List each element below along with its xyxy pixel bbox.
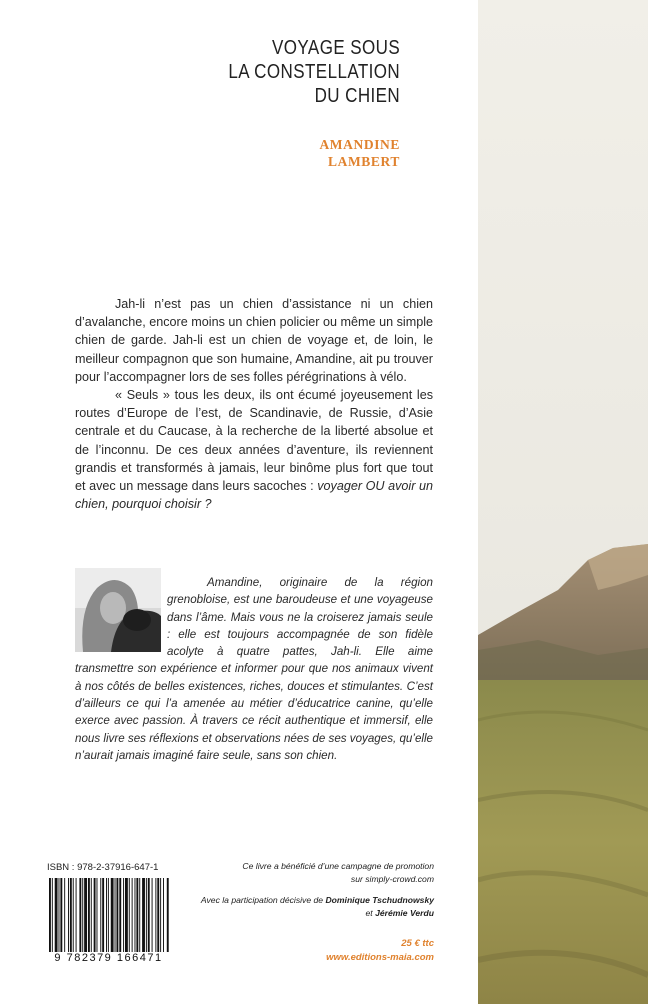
publisher-website[interactable]: www.editions-maia.com	[326, 952, 434, 963]
blurb	[75, 295, 433, 513]
barcode-bar	[91, 878, 92, 952]
title-line-2: LA CONSTELLATION	[228, 61, 400, 83]
title-line-3: DU CHIEN	[314, 85, 400, 107]
blurb-paragraph-2-text: « Seuls » tous les deux, ils ont écumé joyeusement les routes d’Europe de l’est, de Scandinavie, de Russie, d’Asie centrale et du Caucase, à la recherche de la liberté absolue et de l’inconnu. De ces deux années d’aventure, ils reviennent grandis et transformés à jamais, leur binôme plus fort que tout et avec un message dans leurs sacoches :	[75, 388, 433, 494]
barcode-bar	[116, 878, 118, 952]
barcode-bar	[97, 878, 98, 952]
author-last-name: LAMBERT	[328, 154, 400, 169]
barcode-bar	[125, 878, 128, 952]
barcode-bar	[60, 878, 62, 952]
barcode-bar	[64, 878, 65, 952]
barcode-number: 9 782379 166471	[47, 952, 170, 964]
author-name	[319, 136, 400, 170]
price: 25 € ttc	[401, 938, 434, 949]
barcode-bar	[82, 878, 83, 952]
barcode-bar	[100, 878, 101, 952]
barcode-bar	[76, 878, 77, 952]
blurb-tagline: voyager OU avoir un chien, pourquoi choisir ?	[75, 479, 433, 512]
participant-name-1: Dominique Tschudnowsky	[325, 895, 434, 905]
barcode-bar	[152, 878, 153, 952]
participation-prefix: Avec la participation décisive de	[200, 895, 326, 905]
barcode-bar	[70, 878, 72, 952]
barcode-bar	[163, 878, 164, 952]
barcode-bar	[155, 878, 156, 952]
barcode-bar	[160, 878, 161, 952]
barcode-bar	[55, 878, 58, 952]
isbn: ISBN : 978-2-37916-647-1	[47, 862, 159, 873]
barcode-bar	[59, 878, 60, 952]
barcode-bar	[167, 878, 169, 952]
landscape-photo	[478, 0, 648, 1004]
barcode-bar	[135, 878, 136, 952]
participation-credit-line-1	[201, 894, 434, 907]
credits	[201, 860, 434, 920]
participation-join: et	[365, 908, 376, 918]
barcode-bar	[108, 878, 109, 952]
barcode-bar	[102, 878, 104, 952]
author-bio	[75, 574, 433, 764]
landscape-illustration	[478, 0, 648, 1004]
barcode-bar	[106, 878, 107, 952]
barcode-bar	[111, 878, 114, 952]
barcode-bar	[157, 878, 159, 952]
crowdfunding-credit-line-2: sur simply-crowd.com	[350, 874, 434, 884]
title-line-1: VOYAGE SOUS	[271, 37, 400, 59]
barcode-bar	[119, 878, 121, 952]
barcode-bar	[49, 878, 51, 952]
participant-name-2: Jérémie Verdu	[375, 908, 434, 918]
barcode-bar	[52, 878, 53, 952]
author-bio-text: Amandine, originaire de la région grenobloise, est une baroudeuse et une voyageuse dans l’âme. Mais vous ne la croiserez jamais seule : elle est toujours accompagnée de son fidèle acolyte à quatre pattes, Jah-li. Elle aime transmettre son expérience et informer pour que nos animaux vivent à nos côtés de belles existences, riches, douces et stimulantes. C’est d’ailleurs ce qui l’a amenée au métier d’éducatrice canine, qu’elle exerce avec passion. À travers ce récit authentique et immersif, elle nous livre ses réflexions et observations nées de ses voyages, qu’elle n’aurait jamais imaginé faire seule, sans son chien.	[75, 576, 433, 762]
barcode-bar	[68, 878, 69, 952]
barcode-bar	[142, 878, 145, 952]
barcode-bar	[146, 878, 147, 952]
barcode-bar	[139, 878, 140, 952]
barcode-bar	[73, 878, 74, 952]
blurb-paragraph-1: Jah-li n’est pas un chien d’assistance ni un chien d’avalanche, encore moins un chien policier ou même un simple chien de garde. Jah-li est un chien de voyage et, de loin, le meilleur compagnon que son humaine, Amandine, ait pu trouver pour l’accompagner lors de ses folles pérégrinations à vélo.	[75, 297, 433, 384]
price-block	[326, 937, 434, 965]
crowdfunding-credit-line-1: Ce livre a bénéficié d’une campagne de promotion	[242, 861, 434, 871]
author-first-name: AMANDINE	[319, 137, 400, 152]
blurb-paragraph-2	[75, 386, 433, 513]
book-title	[228, 36, 400, 108]
barcode-bar	[88, 878, 90, 952]
participation-credit-line-2	[201, 907, 434, 920]
barcode-bar	[115, 878, 116, 952]
barcode-bar	[84, 878, 87, 952]
barcode-bar	[79, 878, 81, 952]
barcode-bar	[123, 878, 124, 952]
barcode-bar	[94, 878, 96, 952]
barcode-bar	[136, 878, 138, 952]
barcode-bar	[132, 878, 133, 952]
barcode-bar	[129, 878, 130, 952]
barcode-bar	[148, 878, 150, 952]
